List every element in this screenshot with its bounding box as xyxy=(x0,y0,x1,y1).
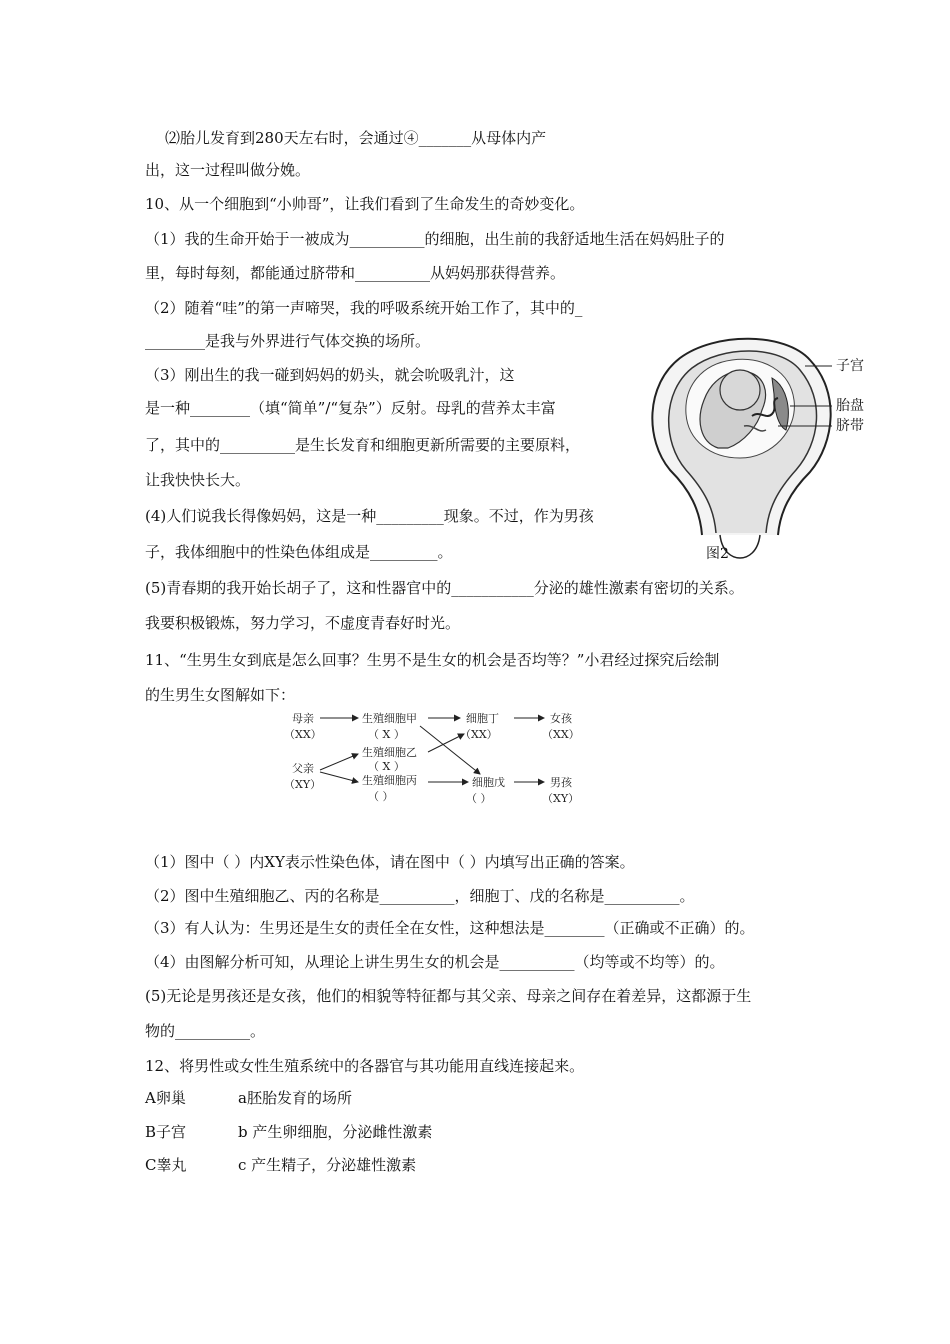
sex-determination-diagram xyxy=(280,708,600,808)
q10-sub1-line2: 里，每时每刻，都能通过脐带和__________从妈妈那获得营养。 xyxy=(145,264,566,282)
q12-function-b: b 产生卵细胞，分泌雌性激素 xyxy=(238,1123,433,1141)
diagram-cell-ding: 细胞丁 xyxy=(466,712,499,725)
diagram-boy-chromosomes: （XY） xyxy=(542,792,580,805)
q10-sub3-line1: （3）刚出生的我一碰到妈妈的奶头，就会吮吸乳汁，这 xyxy=(145,366,515,384)
q10-sub2-line2: ________是我与外界进行气体交换的场所。 xyxy=(145,332,431,350)
label-placenta: 胎盘 xyxy=(836,398,864,414)
q9-sub2-line1: ⑵胎儿发育到280天左右时，会通过④_______从母体内产 xyxy=(165,129,547,147)
uterus-drawing xyxy=(652,339,832,558)
q10-sub5-line2: 我要积极锻炼，努力学习，不虚度青春好时光。 xyxy=(145,614,461,632)
q12-organ-b: B子宫 xyxy=(145,1123,187,1141)
q12-organ-c: C睾丸 xyxy=(145,1156,187,1174)
q10-stem: 10、从一个细胞到“小帅哥”，让我们看到了生命发生的奇妙变化。 xyxy=(145,195,585,213)
q10-sub3-line4: 让我快快长大。 xyxy=(145,471,251,489)
diagram-germ-cell-bing: 生殖细胞丙 xyxy=(362,774,417,787)
diagram-father-chromosomes: （XY） xyxy=(284,778,322,791)
q11-sub5-line2: 物的__________。 xyxy=(145,1022,266,1040)
q11-sub5-line1: (5)无论是男孩还是女孩，他们的相貌等特征都与其父亲、母亲之间存在着差异，这都源于生 xyxy=(145,987,752,1005)
diagram-mother: 母亲 xyxy=(292,712,314,725)
q10-sub4-line2: 子，我体细胞中的性染色体组成是_________。 xyxy=(145,543,453,561)
q10-sub5-line1: (5)青春期的我开始长胡子了，这和性器官中的___________分泌的雄性激素有密切的关系。 xyxy=(145,579,744,597)
q10-sub4-line1: (4)人们说我长得像妈妈，这是一种_________现象。不过，作为男孩 xyxy=(145,507,594,525)
diagram-cell-wu: 细胞戊 xyxy=(472,776,505,789)
diagram-mother-chromosomes: （XX） xyxy=(284,728,322,741)
q10-sub2-line1: （2）随着“哇”的第一声啼哭，我的呼吸系统开始工作了，其中的_ xyxy=(145,299,583,317)
label-uterus: 子宫 xyxy=(836,358,864,374)
q12-organ-a: A卵巢 xyxy=(145,1089,186,1107)
q10-sub1-line1: （1）我的生命开始于一被成为__________的细胞，出生前的我舒适地生活在妈妈肚子的 xyxy=(145,230,725,248)
diagram-germ-cell-jia-chromosomes: （ X ） xyxy=(368,728,405,741)
q11-sub3: （3）有人认为：生男还是生女的责任全在女性，这种想法是________（正确或不正确）的。 xyxy=(145,919,755,937)
q12-function-c: c 产生精子，分泌雄性激素 xyxy=(238,1156,417,1174)
figure-2-caption: 图2 xyxy=(706,546,729,562)
diagram-cell-wu-chromosomes: （ ） xyxy=(466,792,492,805)
q11-stem-line1: 11、“生男生女到底是怎么回事？生男不是生女的机会是否均等？”小君经过探究后绘制 xyxy=(145,651,720,669)
q10-sub3-line3: 了，其中的__________是生长发育和细胞更新所需要的主要原料， xyxy=(145,436,581,454)
diagram-germ-cell-jia: 生殖细胞甲 xyxy=(362,712,417,725)
diagram-girl: 女孩 xyxy=(550,712,572,725)
diagram-germ-cell-yi-chromosomes: （ X ） xyxy=(368,760,405,773)
figure-2-uterus xyxy=(640,330,880,568)
diagram-germ-cell-yi: 生殖细胞乙 xyxy=(362,746,417,759)
diagram-girl-chromosomes: （XX） xyxy=(542,728,580,741)
diagram-cell-ding-chromosomes: （XX） xyxy=(460,728,498,741)
q12-function-a: a胚胎发育的场所 xyxy=(238,1089,352,1107)
q10-sub3-line2: 是一种________（填“简单”/“复杂”）反射。母乳的营养太丰富 xyxy=(145,399,556,417)
label-umbilical-cord: 脐带 xyxy=(836,418,864,434)
q11-sub4: （4）由图解分析可知，从理论上讲生男生女的机会是__________（均等或不均等）的。 xyxy=(145,953,725,971)
diagram-father: 父亲 xyxy=(292,762,314,775)
q11-sub2: （2）图中生殖细胞乙、丙的名称是__________，细胞丁、戊的名称是__________。 xyxy=(145,887,695,905)
q11-sub1: （1）图中（ ）内XY表示性染色体，请在图中（ ）内填写出正确的答案。 xyxy=(145,853,635,871)
q9-sub2-line2: 出，这一过程叫做分娩。 xyxy=(145,161,311,179)
diagram-germ-cell-bing-chromosomes: （ ） xyxy=(368,790,394,803)
diagram-arrows xyxy=(320,718,544,782)
q11-stem-line2: 的生男生女图解如下： xyxy=(145,686,296,704)
diagram-boy: 男孩 xyxy=(550,776,572,789)
q12-stem: 12、将男性或女性生殖系统中的各器官与其功能用直线连接起来。 xyxy=(145,1057,585,1075)
